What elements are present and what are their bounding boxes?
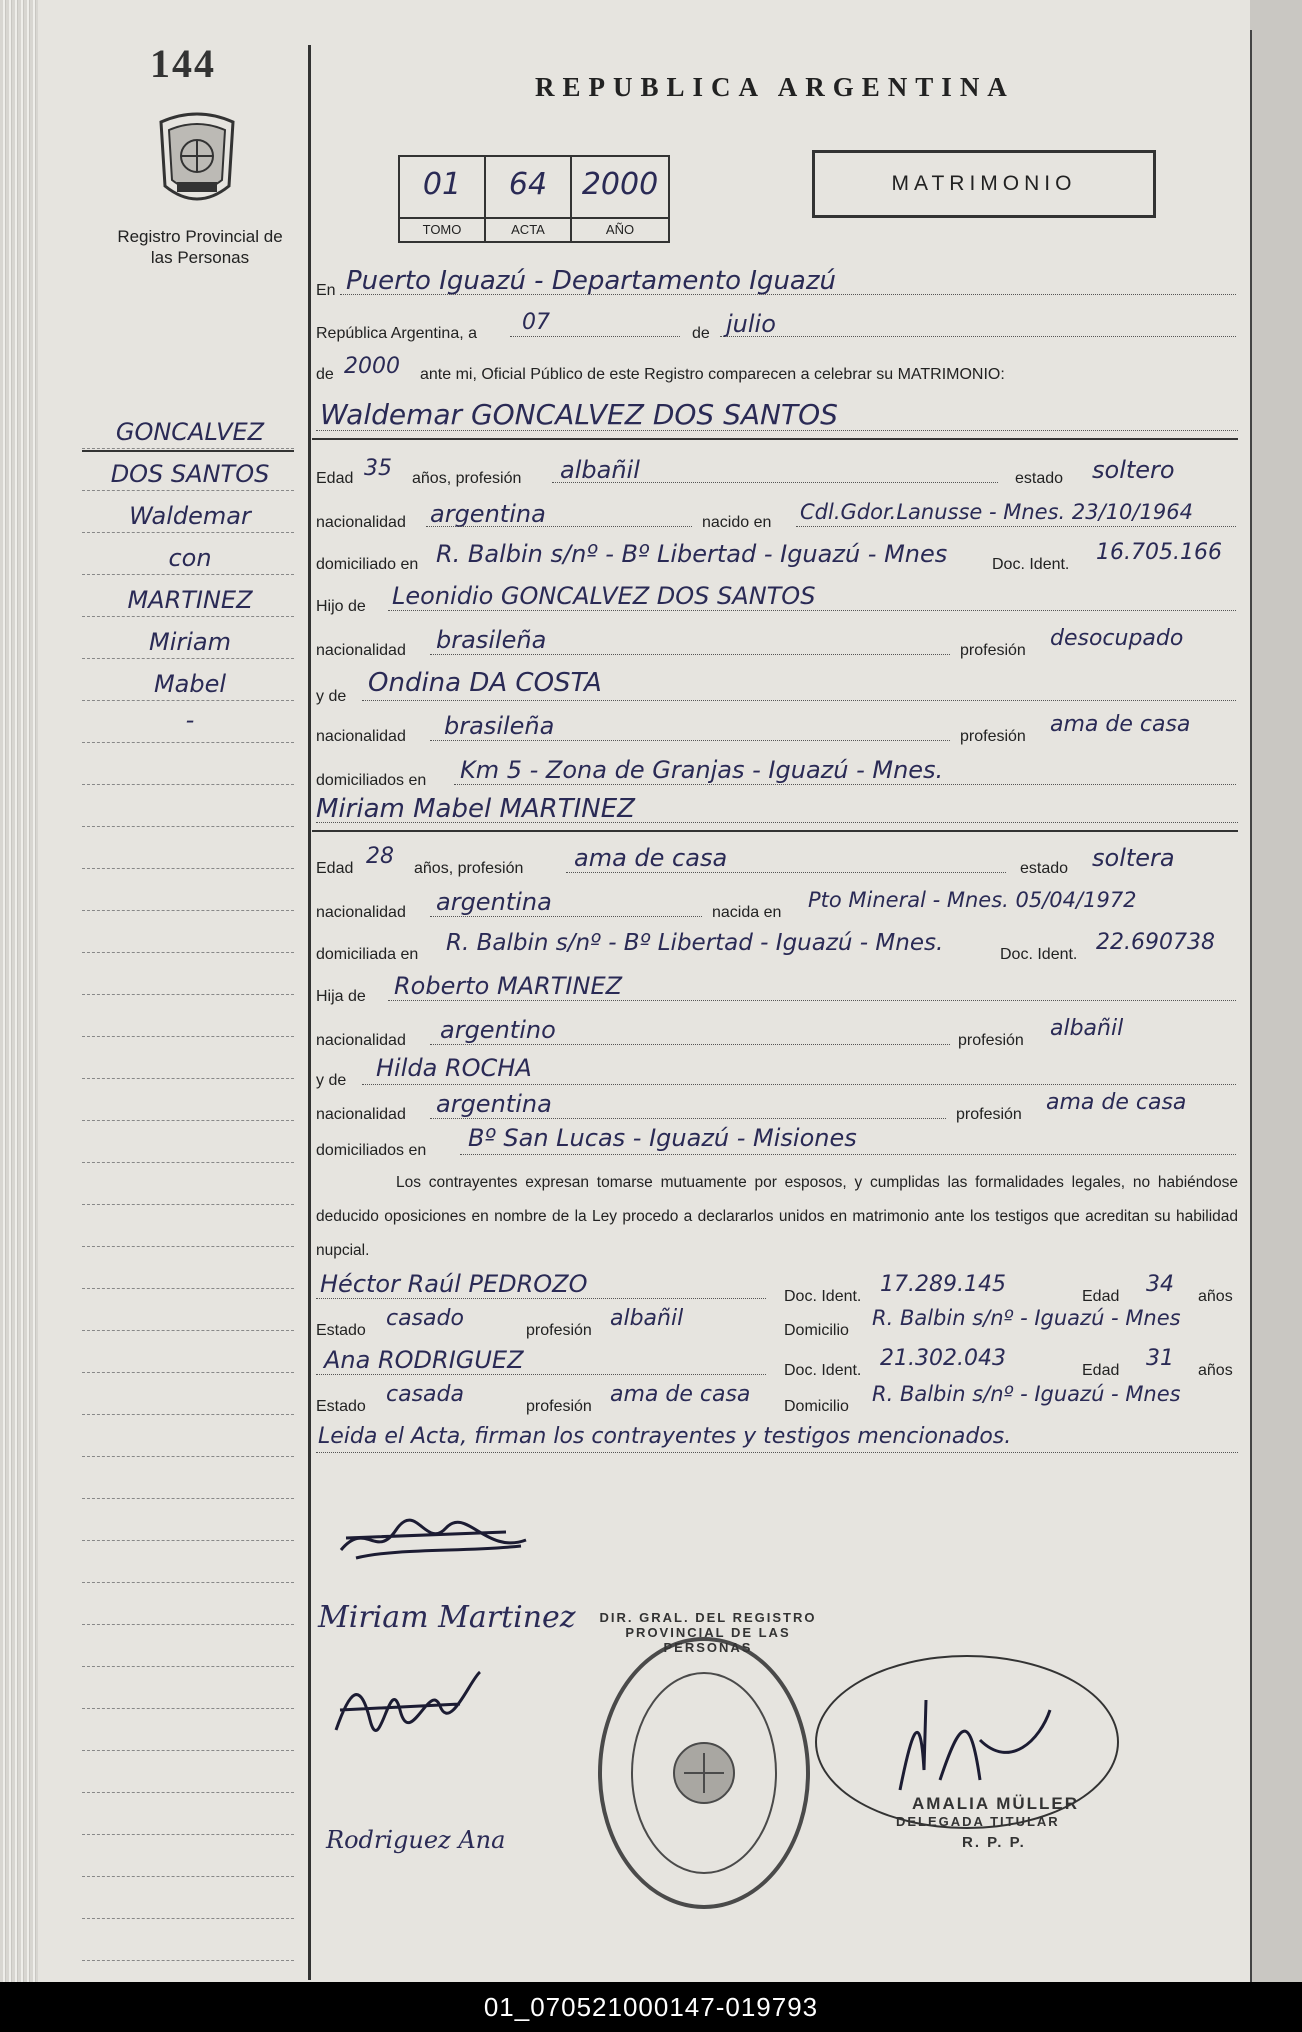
margin-dotted-line [82,910,294,911]
place-value: Puerto Iguazú - Departamento Iguazú [346,266,836,296]
margin-dotted-line [82,1246,294,1247]
section-rule [312,438,1238,440]
edad-label: Edad [316,470,354,487]
intro-text: ante mi, Oficial Público de este Registro comparecen a celebrar su MATRIMONIO: [420,366,1005,383]
margin-dotted-line [82,1078,294,1079]
margin-dotted-line [82,532,294,533]
registry-label: Registro Provincial de las Personas [117,227,283,267]
margin-dotted-line [82,700,294,701]
margin-dotted-line [82,1834,294,1835]
groom-father-nationality: brasileña [436,626,547,654]
bride-father-nac-row [316,1032,406,1050]
profesion-label: profesión [526,1322,592,1339]
bride-mother-nat-underline [430,1118,946,1119]
witness-1-doc: 17.289.145 [880,1272,1006,1297]
margin-dotted-line [82,1750,294,1751]
margin-dotted-line [82,742,294,743]
bride-prof-underline [566,872,1006,873]
mother-nat-underline [430,740,950,741]
witness-1-estado-row [316,1322,366,1340]
groom-age: 35 [364,456,392,481]
margin-dotted-line [82,1330,294,1331]
groom-parents-dom-row [316,772,426,790]
margin-dotted-line [82,490,294,491]
closing-underline [316,1452,1238,1453]
witness-2-estado: casada [386,1382,464,1407]
groom-nat-underline [426,526,692,527]
groom-father-underline [388,610,1236,611]
groom-doc: 16.705.166 [1096,540,1222,565]
witness-1-age: 34 [1146,1272,1174,1297]
year-value: 2000 [344,354,400,379]
record-type: MATRIMONIO [812,150,1156,218]
witness-1-domicilio: R. Balbin s/nº - Iguazú - Mnes [872,1306,1181,1330]
acta-value: 64 [508,167,548,202]
groom-mother-nationality: brasileña [444,712,555,740]
groom-profession: albañil [560,456,640,484]
margin-dotted-line [82,1960,294,1961]
place-row [316,282,336,300]
officer-title: DELEGADA TITULAR [896,1814,1060,1829]
nac-label: nacionalidad [316,514,406,531]
margin-note-line: Mabel [153,670,227,698]
witness-2-signature: Rodriguez Ana [326,1826,506,1854]
tomo-box [400,157,486,241]
margin-dotted-line [82,1288,294,1289]
witness-2-estado-row [316,1398,366,1416]
groom-signature-icon [336,1500,536,1570]
bride-signature: Miriam Martinez [318,1600,576,1635]
witness-2-profession: ama de casa [610,1382,751,1407]
edad-label: Edad [1082,1288,1120,1305]
de-label: de [692,325,710,342]
witness-1-estado: casado [386,1306,464,1331]
father-nat-underline [430,654,950,655]
prof-label: profesión [956,1106,1022,1123]
margin-note-line: - [185,706,195,734]
bride-father: Roberto MARTINEZ [394,972,623,1000]
nac-label: nacionalidad [316,1106,406,1123]
en-label: En [316,282,336,299]
groom-dom-row [316,556,418,574]
seal-text: DIR. GRAL. DEL REGISTRO PROVINCIAL DE LAS PERSONAS [599,1610,817,1655]
bride-nationality: argentina [436,888,552,916]
closing-note: Leida el Acta, firman los contrayentes y testigos mencionados. [318,1424,1012,1449]
groom-nac-row [316,514,406,532]
hija-label: Hija de [316,988,366,1005]
groom-father-row [316,598,366,616]
groom-profession-underline [552,482,998,483]
tomo-label: TOMO [400,217,484,241]
anos-label: años [1198,1288,1233,1305]
margin-dotted-line [82,1624,294,1625]
dom-label: domiciliados en [316,1142,427,1159]
groom-name-underline [316,430,1238,431]
margin-note-line: DOS SANTOS [110,460,270,488]
domicilio-label: Domicilio [784,1322,849,1339]
margin-dotted-line [82,658,294,659]
bride-estado: soltera [1092,844,1175,872]
y-de-label: y de [316,1072,347,1089]
margin-dotted-line [82,1666,294,1667]
witness-1-name-underline [316,1298,766,1299]
groom-father: Leonidio GONCALVEZ DOS SANTOS [392,582,816,610]
prof-label: profesión [960,642,1026,659]
margin-note-rule [82,450,294,452]
anos-label: años [1198,1362,1233,1379]
section-rule [312,830,1238,832]
bride-parents-address: Bº San Lucas - Iguazú - Misiones [468,1124,857,1152]
bride-father-nationality: argentino [440,1016,556,1044]
tomo-value: 01 [422,167,462,202]
dom-label: domiciliada en [316,946,419,963]
bride-father-nat-underline [430,1044,950,1045]
month-underline [720,336,1236,337]
witness-2-name: Ana RODRIGUEZ [324,1346,524,1374]
margin-divider [308,45,311,1980]
doc-label: Doc. Ident. [1000,946,1078,963]
doc-label: Doc. Ident. [784,1362,862,1379]
groom-parents-address: Km 5 - Zona de Granjas - Iguazú - Mnes. [460,756,944,784]
place-underline [340,294,1236,295]
margin-dotted-line [82,1372,294,1373]
margin-dotted-line [82,616,294,617]
margin-note-line: MARTINEZ [127,586,253,614]
registry-seal-icon [594,1633,814,1913]
date-row [316,325,477,343]
ano-label: AÑO [572,217,668,241]
margin-dotted-line [82,994,294,995]
margin-note-line: con [168,544,212,572]
doc-label: Doc. Ident. [992,556,1070,573]
bride-nat-underline [430,916,702,917]
margin-dotted-line [82,1498,294,1499]
intro-row [316,366,334,384]
acta-box [486,157,572,241]
margin-note-line: GONCALVEZ [115,418,265,446]
bride-mother-row [316,1072,346,1090]
bride-age: 28 [366,844,394,869]
page-number: 144 [150,41,216,86]
profesion-label: profesión [526,1398,592,1415]
groom-mother-row [316,688,346,706]
bride-mother-nac-row [316,1106,406,1124]
margin-dotted-line [82,1792,294,1793]
footer-code: 01_070521000147-019793 [0,1982,1302,2032]
groom-mother-profession: ama de casa [1050,712,1191,737]
acta-label: ACTA [486,217,570,241]
groom-mother-underline [362,700,1236,701]
nac-label: nacionalidad [316,642,406,659]
day-value: 07 [522,310,550,335]
margin-dotted-line [82,1876,294,1877]
bride-father-row [316,988,366,1006]
bride-father-profession: albañil [1050,1016,1124,1041]
ano-value: 2000 [581,167,659,202]
estado-label: Estado [316,1398,366,1415]
day-underline [510,336,680,337]
bride-profession: ama de casa [574,844,728,872]
groom-edad-row [316,470,353,488]
domicilio-label: Domicilio [784,1398,849,1415]
witness-1-profession: albañil [610,1306,684,1331]
officer-dept: R. P. P. [962,1834,1026,1851]
margin-dotted-line [82,868,294,869]
republic-label: República Argentina, a [316,325,477,342]
groom-born: Cdl.Gdor.Lanusse - Mnes. 23/10/1964 [800,500,1193,524]
nac-label: nacionalidad [316,904,406,921]
groom-father-nac-row [316,642,406,660]
margin-dotted-line [82,1414,294,1415]
hijo-label: Hijo de [316,598,366,615]
margin-dotted-line [82,1918,294,1919]
book-binding [0,0,38,1982]
bride-parents-address-underline [460,1154,1236,1155]
margin-dotted-line [82,826,294,827]
margin-dotted-line [82,1204,294,1205]
province-crest-icon [155,108,239,208]
anos-prof-label: años, profesión [412,470,522,487]
bride-mother-nationality: argentina [436,1090,552,1118]
bride-name-underline [316,822,1238,823]
margin-dotted-line [82,448,294,449]
witness-2-name-underline [316,1374,766,1375]
margin-dotted-line [82,574,294,575]
margin-dotted-line [82,1120,294,1121]
page-right-edge [1250,0,1302,1982]
born-label: nacida en [712,904,782,921]
groom-nationality: argentina [430,500,546,528]
doc-label: Doc. Ident. [784,1288,862,1305]
margin-dotted-line [82,784,294,785]
witness-2-domicilio: R. Balbin s/nº - Iguazú - Mnes [872,1382,1181,1406]
officer-name: AMALIA MÜLLER [912,1794,1080,1813]
groom-name: Waldemar GONCALVEZ DOS SANTOS [320,398,838,431]
bride-parents-dom-row [316,1142,426,1160]
witness-2-age: 31 [1146,1346,1174,1371]
bride-nac-row [316,904,406,922]
dom-label: domiciliado en [316,556,419,573]
bride-name: Miriam Mabel MARTINEZ [316,794,635,824]
ano-box [572,157,668,241]
margin-dotted-line [82,1540,294,1541]
prof-label: profesión [958,1032,1024,1049]
officer-signature-icon [880,1680,1080,1810]
margin-dotted-line [82,1582,294,1583]
edad-label: Edad [316,860,354,877]
estado-label: estado [1020,860,1069,877]
parents-address-underline [454,784,1236,785]
prof-label: profesión [960,728,1026,745]
edad-label: Edad [1082,1362,1120,1379]
witness-1-signature-icon [330,1660,490,1740]
groom-father-profession: desocupado [1050,626,1184,651]
month-value: julio [726,310,776,338]
bride-mother: Hilda ROCHA [376,1054,532,1082]
nac-label: nacionalidad [316,1032,406,1049]
y-de-label: y de [316,688,347,705]
bride-edad-row [316,860,353,878]
bride-address: R. Balbin s/nº - Bº Libertad - Iguazú - Mnes. [446,930,944,956]
country-title: REPUBLICA ARGENTINA [535,72,1015,102]
bride-born: Pto Mineral - Mnes. 05/04/1972 [808,888,1137,912]
bride-doc: 22.690738 [1096,930,1215,955]
margin-dotted-line [82,952,294,953]
margin-dotted-line [82,1456,294,1457]
margin-dotted-line [82,1036,294,1037]
declaration-text: Los contrayentes expresan tomarse mutuamente por esposos, y cumplidas las formalidades legales, no habiéndose deducido oposiciones en nombre de la Ley procedo a declararlos unidos en matrimonio ante los testigos que acreditan su habilidad nupcial. [316,1174,1238,1259]
margin-dotted-line [82,1162,294,1163]
margin-note-line: Waldemar [129,502,251,530]
nac-label: nacionalidad [316,728,406,745]
groom-estado: soltero [1092,456,1175,484]
margin-dotted-line [82,1708,294,1709]
anos-prof-label: años, profesión [414,860,524,877]
bride-father-underline [388,1000,1236,1001]
margin-note-line: Miriam [149,628,231,656]
groom-born-underline [796,526,1236,527]
record-boxes [398,155,670,243]
estado-label: estado [1015,470,1064,487]
witness-2-doc: 21.302.043 [880,1346,1006,1371]
groom-mother: Ondina DA COSTA [368,668,602,698]
bride-mother-underline [362,1084,1236,1085]
witness-1-name: Héctor Raúl PEDROZO [320,1270,588,1298]
bride-dom-row [316,946,418,964]
groom-mother-nac-row [316,728,406,746]
de2-label: de [316,366,334,383]
bride-mother-profession: ama de casa [1046,1090,1187,1115]
dom-label: domiciliados en [316,772,427,789]
estado-label: Estado [316,1322,366,1339]
groom-address: R. Balbin s/nº - Bº Libertad - Iguazú - Mnes [436,540,948,568]
born-label: nacido en [702,514,772,531]
